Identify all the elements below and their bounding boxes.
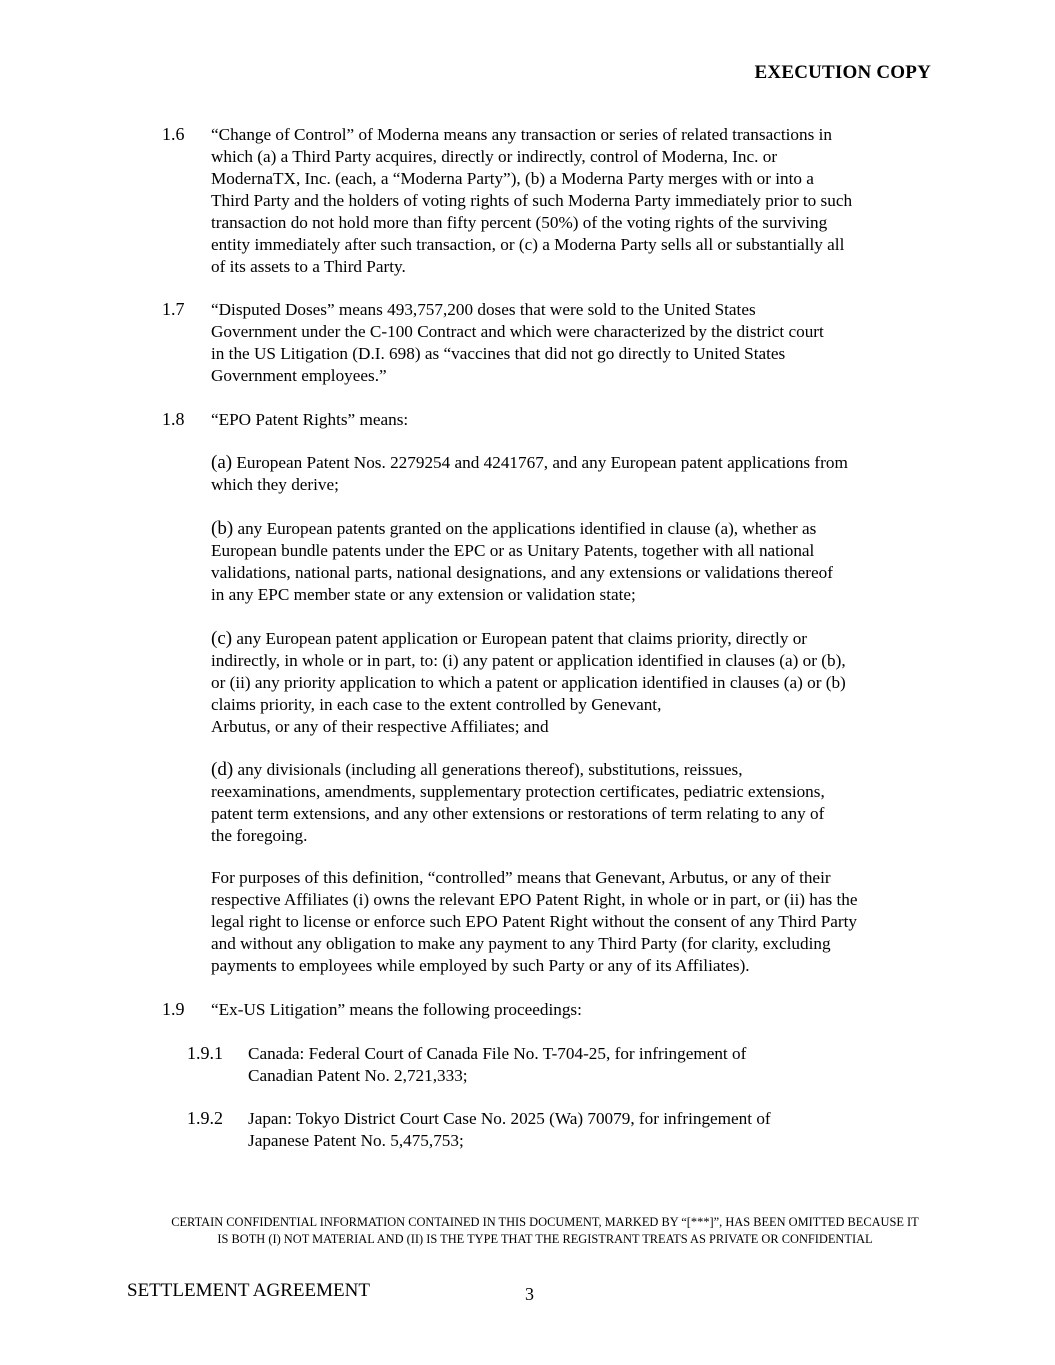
section-1-9-text: “Ex-US Litigation” means the following proceedings: [211, 1000, 582, 1019]
clause-a-text: European Patent Nos. 2279254 and 4241767, and any European patent applications from which they derive; [211, 453, 848, 494]
clause-b-text: any European patents granted on the applications identified in clause (a), whether as European bundle patents under the EPC or as Unitary Patents, together with all national validations, national parts, national designations, and any extensions or validations thereof in any EPC member state or any extension or validation state; [211, 519, 833, 604]
section-1-7-text: “Disputed Doses” means 493,757,200 doses that were sold to the United States Government under the C-100 Contract and which were characterized by the district court in the US Litigation (D.I. 698) as “vaccines that did not go directly to United States Government employees.” [211, 300, 824, 385]
page-number: 3 [525, 1284, 534, 1304]
section-1-9-1-number: 1.9.1 [187, 1043, 223, 1063]
document-title: SETTLEMENT AGREEMENT [127, 1280, 370, 1301]
clause-a-letter: (a) [211, 452, 233, 473]
clause-d-letter: (d) [211, 759, 234, 780]
clause-d [211, 759, 936, 847]
section-1-9-1-text: Canada: Federal Court of Canada File No. T-704-25, for infringement of Canadian Patent No. 2,721,333; [248, 1044, 747, 1085]
clause-c-letter: (c) [211, 628, 233, 649]
section-1-6-number: 1.6 [162, 124, 185, 144]
clause-c [211, 628, 936, 738]
clause-d-text: any divisionals (including all generations thereof), substitutions, reissues, reexaminations, amendments, supplementary protection certificates, pediatric extensions, patent term extensions, and any other extensions or restorations of term relating to any of the foregoing. [211, 760, 825, 845]
section-1-7-number: 1.7 [162, 299, 185, 319]
controlled-definition: For purposes of this definition, “controlled” means that Genevant, Arbutus, or any of their respective Affiliates (i) owns the relevant EPO Patent Right, in whole or in part, or (ii) has the legal right to license or enforce such EPO Patent Right without the consent of any Third Party and without any obligation to make any payment to any Third Party (for clarity, excluding payments to employees while employed by such Party or any of its Affiliates). [211, 868, 858, 975]
section-1-9-number: 1.9 [162, 999, 185, 1019]
confidentiality-notice: CERTAIN CONFIDENTIAL INFORMATION CONTAINED IN THIS DOCUMENT, MARKED BY “[***]”, HAS BEEN OMITTED BECAUSE IT IS BOTH (I) NOT MATERIAL AND (II) IS THE TYPE THAT THE REGISTRANT TREATS AS PRIVATE OR CONFIDENTIAL [171, 1215, 919, 1246]
section-1-6-text: “Change of Control” of Moderna means any transaction or series of related transactions in which (a) a Third Party acquires, directly or indirectly, control of Moderna, Inc. or ModernaTX, Inc. (each, a “Moderna Party”), (b) a Moderna Party merges with or into a Third Party and the holders of voting rights of such Moderna Party immediately prior to such transaction do not hold more than fifty percent (50%) of the voting rights of the surviving entity immediately after such transaction, or (c) a Moderna Party sells all or substantially all of its assets to a Third Party. [211, 125, 853, 276]
section-1-8-text: “EPO Patent Rights” means: [211, 410, 409, 429]
clause-c-text: any European patent application or European patent that claims priority, directly or indirectly, in whole or in part, to: (i) any patent or application identified in clauses (a) or (b), or (ii) any priority application to which a patent or application identified in clauses (a) or (b) claims priority, in each case to the extent controlled by Genevant, Arbutus, or any of their respective Affiliates; and [211, 629, 846, 736]
section-1-9-2-text: Japan: Tokyo District Court Case No. 2025 (Wa) 70079, for infringement of Japanese Patent No. 5,475,753; [248, 1109, 771, 1150]
execution-copy-header: EXECUTION COPY [754, 62, 931, 83]
clause-a [211, 452, 936, 496]
section-1-8-number: 1.8 [162, 409, 185, 429]
clause-b [211, 518, 936, 606]
clause-b-letter: (b) [211, 518, 234, 539]
section-1-9-2-number: 1.9.2 [187, 1108, 223, 1128]
